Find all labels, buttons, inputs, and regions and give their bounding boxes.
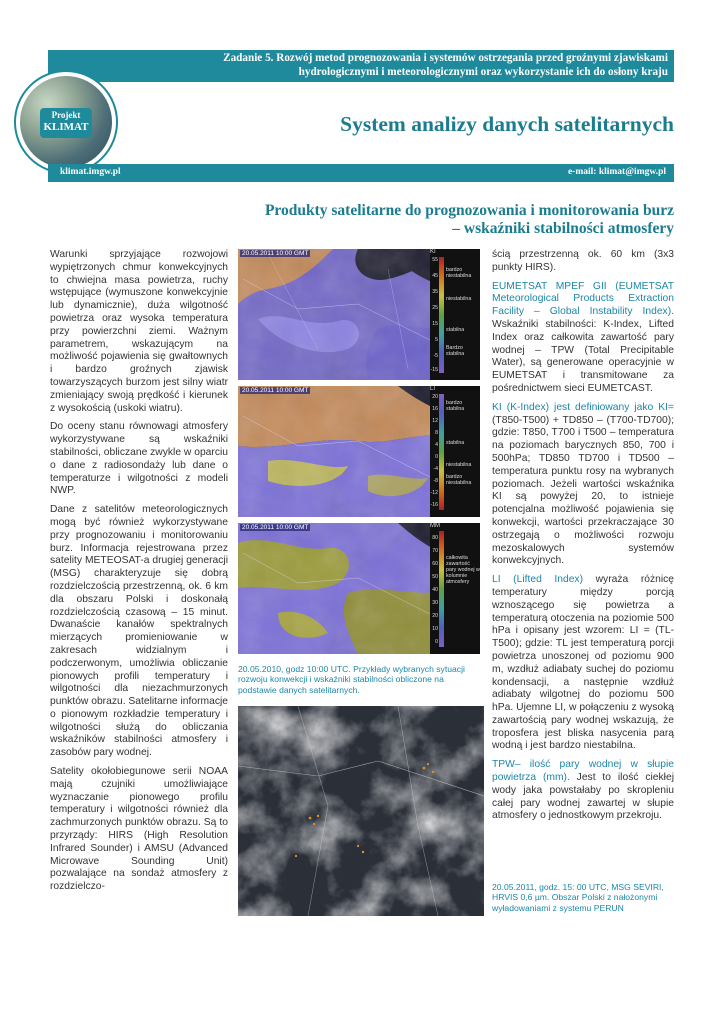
page-title: System analizy danych satelitarnych: [340, 112, 674, 136]
email-link[interactable]: e-mail: klimat@imgw.pl: [567, 167, 666, 177]
paragraph: Warunki sprzyjające rozwojowi wypiętrzonych chmur konwekcyjnych to chwiejna masa powietrza, ruchy wstępujące (wymuszone konwekcyjnie lub dynamicznie), duża wilgotność powietrza oraz wysoka temperatura przy powierzchni ziemi. Ważnym parametrem, wskazującym na możliwość pojawienia się gwałtownych i bardzo groźnych zjawisk towarzyszących burzom jest silny wiatr zmieniający swoją prędkość i kierunek z wysokością (uskoki wiatru).: [50, 249, 228, 414]
li-tick: -16: [430, 502, 438, 508]
tpw-label: całkowita zawartość pary wodnej w kolumnie atmosfery: [446, 555, 480, 585]
photo-caption: 20.05.2011, godz. 15: 00 UTC, MSG SEVIRI, HRVIS 0,6 µm. Obszar Polski z nałożonymi wyładowaniami z systemu PERUN: [492, 882, 664, 913]
hrvis-image: [238, 706, 484, 916]
li-label: niestabilna: [446, 462, 472, 468]
ki-legend-unit: KI: [430, 249, 436, 255]
ki-label: niestabilna: [446, 296, 472, 302]
ki-tick: 35: [432, 289, 438, 295]
logo-badge: [40, 108, 92, 138]
section-title-line-2: – wskaźniki stabilności atmosfery: [452, 220, 674, 237]
contact-banner: [48, 164, 674, 182]
tpw-legend-unit: MM: [430, 523, 440, 529]
tpw-satellite-map: [238, 523, 454, 654]
tpw-tick: 80: [432, 535, 438, 541]
term-li: LI (Lifted Index): [492, 574, 584, 586]
hrvis-satellite-photo: [238, 706, 484, 916]
paragraph-text: Wskaźniki stabilności: K-Index, Lifted Index oraz całkowita zawartość pary wodnej – TPW (Total Precipitable Water), są generowane operacyjnie w EUMETSAT i transmitowane za pośrednictwem sieci EUMETCAST.: [492, 318, 674, 394]
li-colorbar: [439, 394, 444, 510]
paragraph: ścią przestrzenną ok. 60 km (3x3 punkty HIRS).: [492, 249, 674, 273]
ki-map-timestamp: 20.05.2011 10:00 GMT: [242, 250, 309, 257]
ki-label: stabilna: [446, 327, 465, 333]
tpw-tick: 70: [432, 548, 438, 554]
ki-tick: 5: [435, 337, 438, 343]
term-ki: KI (K-Index) jest definiowany jako KI=: [492, 401, 674, 413]
li-map-timestamp: 20.05.2011 10:00 GMT: [242, 387, 309, 394]
ki-tick: 25: [432, 305, 438, 311]
tpw-map-image: [238, 523, 454, 654]
li-tick: 16: [432, 406, 438, 412]
tpw-legend: [430, 523, 480, 654]
li-tick: 20: [432, 394, 438, 400]
website-link[interactable]: klimat.imgw.pl: [60, 167, 121, 177]
panels-caption: 20.05.2010, godz 10:00 UTC. Przykłady wybranych sytuacji rozwoju konwekcji i wskaźniki stabilności obliczone na podstawie danych satelitarnych.: [238, 664, 465, 695]
li-tick: -12: [430, 490, 438, 496]
term-tpw: TPW– ilość pary wodnej w słupie powietrza (mm).: [492, 759, 674, 784]
paragraph: [492, 281, 674, 396]
paragraph: Dane z satelitów meteorologicznych mogą być również wykorzystywane przy prognozowaniu i monitorowaniu burz. Informacja rejestrowana przez satelity METEOSAT-a drugiej generacji (MSG) charakteryzuje się dobrą rozdzielczością przestrzenną, ok. 6 km dla obszaru Polski i doskonałą rozdzielczością czasową – 15 minut. Dwanaście kanałów spektralnych mierzących promieniowanie w zakresach widzialnym i podczerwonym, umożliwia obliczanie pionowych profili temperatury i wilgotności dla niezachmurzonych punktów obrazu. Satelitarne informacje o pionowym rozkładzie temperatury i wilgotności służą do obliczania wskaźników stabilności atmosfery i zasobów pary wodnej.: [50, 504, 229, 759]
li-tick: 12: [432, 418, 438, 424]
ki-tick: 15: [432, 321, 438, 327]
paragraph-text: Jest to ilość ciekłej wody jaka powstałaby po skropleniu całej pary wodnej zawartej w słupie atmosfery o jednostkowym przekroju.: [492, 772, 674, 822]
li-legend-unit: LI: [430, 386, 436, 392]
paragraph: Satelity okołobiegunowe serii NOAA mają czujniki umożliwiające wyznaczanie pionowego profilu temperatury i wilgotności również dla zachmurzonych punktów obrazu. Są to przyrządy: HIRS (High Resolution Infrared Sounder) i AMSU (Advanced Microwave Sounding Unit) pozwalające na sondaż atmosfery z rozdzielczo-: [50, 766, 228, 893]
term-gii: EUMETSAT MPEF GII (EUMETSAT Meteorological Products Extraction Facility – Global Instability Index).: [492, 280, 674, 318]
li-label: bardzo stabilna: [446, 400, 465, 412]
task-banner: [48, 50, 674, 82]
tpw-map-timestamp: 20.05.2011 10:00 GMT: [242, 524, 309, 531]
project-logo: [14, 70, 118, 174]
tpw-tick: 60: [432, 561, 438, 567]
ki-satellite-map: [238, 249, 454, 380]
ki-label: bardzo niestabilna: [446, 267, 472, 279]
tpw-tick: 40: [432, 587, 438, 593]
ki-tick: -15: [430, 367, 438, 373]
li-tick: -4: [433, 466, 438, 472]
tpw-tick: 50: [432, 574, 438, 580]
task-line-1: Zadanie 5. Rozwój metod prognozowania i systemów ostrzegania przed groźnymi zjawiskami: [223, 52, 668, 64]
li-satellite-map: [238, 386, 454, 517]
ki-label: Bardzo stabilna: [446, 345, 465, 357]
li-tick: 8: [435, 430, 438, 436]
logo-line-2: KLIMAT: [43, 121, 89, 133]
li-tick: -8: [433, 478, 438, 484]
ki-tick: 55: [432, 257, 438, 263]
paragraph: [492, 574, 674, 753]
ki-legend: [430, 249, 480, 380]
ki-map-image: [238, 249, 454, 380]
section-title-line-1: Produkty satelitarne do prognozowania i monitorowania burz: [264, 202, 674, 219]
tpw-colorbar: [439, 531, 444, 647]
ki-tick: -5: [433, 353, 438, 359]
left-text-column: [50, 249, 228, 900]
li-legend: [430, 386, 480, 517]
logo-line-1: Projekt: [51, 110, 81, 120]
li-tick: 0: [435, 454, 438, 460]
ki-colorbar: [439, 257, 444, 373]
ki-tick: 45: [432, 273, 438, 279]
tpw-tick: 20: [432, 613, 438, 619]
paragraph-text: wyraża różnicę temperatury między porcją wznoszącego się powietrza a temperaturą otoczenia na poziomie 500 hPa i opisany jest wzorem: LI = (TL-T500); gdzie: TL jest temperaturą porcji powietrza unoszonej od poziomu 900 m, wzdłuż adiabaty suchej do poziomu kondensacji, a następnie wzdłuż adiabaty wilgotnej do poziomu 500 hPa. Ujemne LI, w połączeniu z wysoką zawartością pary wodnej wskazują, że troposfera jest bliska nasycenia parą wodną i jest bardzo niestabilna.: [492, 574, 675, 752]
right-text-column: [492, 249, 674, 829]
li-label: bardzo niestabilna: [446, 474, 472, 486]
paragraph: [492, 759, 674, 823]
li-map-image: [238, 386, 454, 517]
task-line-2: hydrologicznymi i meteorologicznymi oraz wykorzystanie ich do osłony kraju: [298, 65, 668, 78]
li-label: stabilna: [446, 440, 465, 446]
section-title: [210, 202, 674, 238]
tpw-tick: 10: [432, 626, 438, 632]
paragraph: [492, 402, 674, 568]
tpw-tick: 0: [435, 639, 438, 645]
paragraph-text: (T850-T500) + TD850 – (T700-TD700); gdzie: T850, T700 i T500 – temperatura na poziomach barycznych 850, 700 i 500hPa; TD850 TD700 i TD500 – temperatura punktu rosy na wybranych poziomach. Jeżeli wartości wskaźnika KI są powyżej 20, to istnieje potencjalna możliwość pojawienia się konwekcji, wartości przekraczające 30 ostrzegają o możliwości rozwoju mezoskalowych systemów konwekcyjnych.: [492, 414, 674, 567]
li-tick: 4: [435, 442, 438, 448]
tpw-tick: 30: [432, 600, 438, 606]
paragraph: Do oceny stanu równowagi atmosfery wykorzystywane są wskaźniki stabilności, obliczane zwykle w oparciu o dane z radiosondaży lub dane o temperaturze i wilgotności z modeli NWP.: [50, 421, 228, 497]
